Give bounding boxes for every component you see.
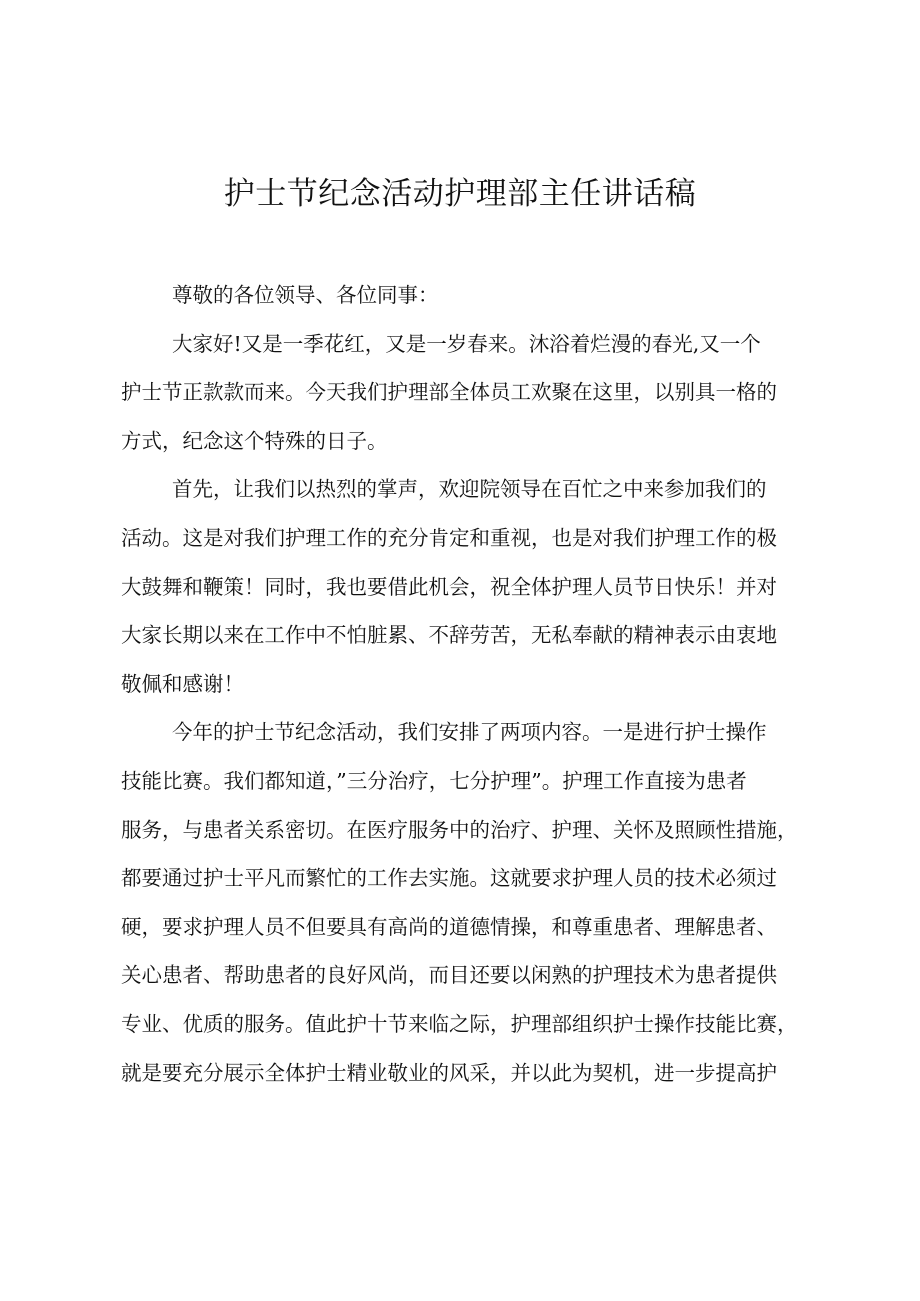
text-line: 尊敬的各位领导、各位同事： <box>172 283 439 307</box>
document-title: 护士节纪念活动护理部主任讲话稿 <box>223 176 697 212</box>
text-line: 护士节正款款而来。今天我们护理部全体员工欢聚在这里，以别具一格的 <box>121 380 777 405</box>
text-line: 技能比赛。我们都知道，”三分治疗，七分护理”。护理工作直接为患者 <box>121 768 747 793</box>
text-line: 敬佩和感谢！ <box>121 671 244 696</box>
document-body <box>121 278 811 1104</box>
text-line: 专业、优质的服务。值此护十节来临之际，护理部组织护士操作技能比赛， <box>121 1011 798 1036</box>
text-line: 活动。这是对我们护理工作的充分肯定和重视，也是对我们护理工作的极 <box>121 525 777 550</box>
text-line: 就是要充分展示全体护士精业敬业的风采，并以此为契机，进一步提高护 <box>121 1060 777 1085</box>
text-line: 都要通过护士平凡而繁忙的工作去实施。这就要求护理人员的技术必须过 <box>121 866 777 891</box>
text-line: 服务，与患者关系密切。在医疗服务中的治疗、护理、关怀及照顾性措施， <box>121 817 798 842</box>
text-line: 大鼓舞和鞭策！同时，我也要借此机会，祝全体护理人员节日快乐！并对 <box>121 574 777 599</box>
text-line: 大家长期以来在工作中不怕脏累、不辞劳苦，无私奉献的精神表示由衷地 <box>121 623 777 648</box>
text-line: 今年的护士节纪念活动，我们安排了两项内容。一是进行护士操作 <box>172 720 767 745</box>
text-line: 硬，要求护理人员不但要具有高尚的道德情操，和尊重患者、理解患者、 <box>121 914 777 939</box>
text-line: 关心患者、帮助患者的良好风尚，而目还要以闲熟的护理技术为患者提供 <box>121 963 777 988</box>
text-line: 大家好!又是一季花红，又是一岁春来。沐浴着烂漫的春光,又一个 <box>172 331 761 356</box>
text-line: 首先，让我们以热烈的掌声，欢迎院领导在百忙之中来参加我们的 <box>172 477 767 502</box>
text-line: 方式，纪念这个特殊的日子。 <box>121 428 388 453</box>
